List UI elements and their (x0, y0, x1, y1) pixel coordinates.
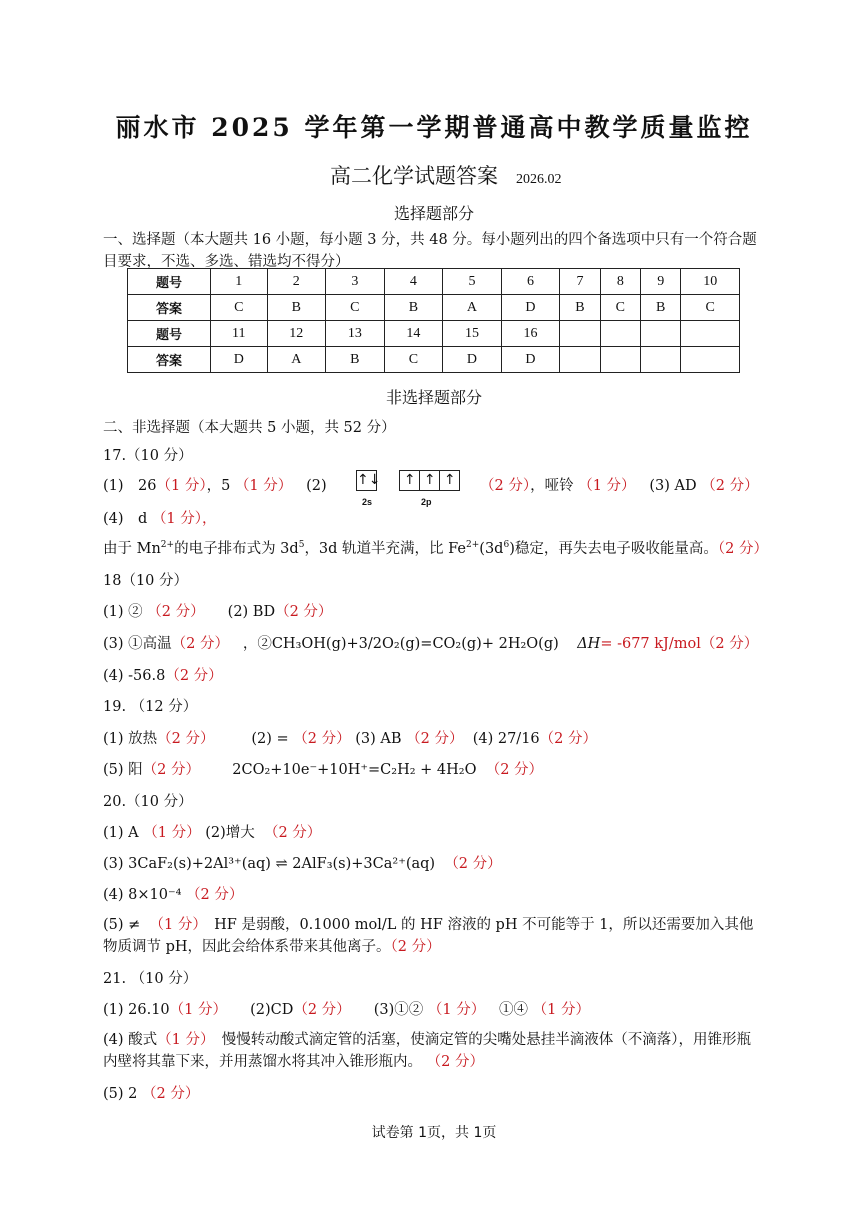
table-cell: C (681, 295, 740, 321)
text-segment: (3d (479, 541, 504, 557)
superscript: 6 (503, 540, 510, 551)
delta-h-symbol: ΔH (577, 636, 601, 652)
q19-line1 (103, 727, 597, 748)
q21-line1 (103, 998, 590, 1019)
table-cell: B (384, 295, 443, 321)
score: （1 分）， (151, 511, 217, 527)
score: （2 分） (406, 731, 464, 747)
q17-1-answer: (1) 26 (103, 478, 157, 494)
q21-3b-answer: ①④ (499, 1002, 529, 1018)
score: （1 分） (157, 1032, 208, 1048)
score: （2 分） (426, 1054, 484, 1070)
superscript: 5 (298, 540, 305, 551)
table-cell: 1 (211, 269, 268, 295)
table-row (128, 321, 740, 347)
q17-shape-answer: ，哑铃 (530, 478, 574, 494)
table-cell: D (211, 347, 268, 373)
text-segment: 由于 Mn (103, 541, 161, 557)
q20-line2 (103, 852, 502, 873)
table-cell: 10 (681, 269, 740, 295)
q18-2-answer: (2) BD (227, 604, 276, 620)
text-segment: )稳定，再失去电子吸收能量高。 (509, 541, 718, 557)
table-cell: D (443, 347, 502, 373)
score: （1 分） (156, 478, 207, 494)
score: （1 分） (149, 917, 200, 933)
q20-title: 20.（10 分） (103, 794, 193, 810)
superscript: 2+ (160, 540, 175, 551)
table-cell: 6 (501, 269, 560, 295)
enthalpy-value: = -677 kJ/mol (600, 636, 701, 652)
table-cell: B (267, 295, 326, 321)
score: （2 分） (275, 604, 333, 620)
score: （2 分） (186, 887, 244, 903)
table-cell: A (443, 295, 502, 321)
q19-5-answer: (5) 阳 (103, 762, 143, 778)
exam-date: 2026.02 (516, 172, 562, 187)
table-row (128, 347, 740, 373)
table-cell: 3 (326, 269, 385, 295)
table-cell: 7 (560, 269, 600, 295)
orbital-box-2p: ↑ (440, 470, 460, 491)
table-cell: B (560, 295, 600, 321)
table-cell: 8 (600, 269, 640, 295)
score: （1 分） (143, 825, 201, 841)
q17-title: 17.（10 分） (103, 448, 193, 464)
table-cell: 11 (211, 321, 268, 347)
table-cell: B (641, 295, 681, 321)
row-header-question: 题号 (128, 321, 211, 347)
table-cell: C (326, 295, 385, 321)
table-cell: 14 (384, 321, 443, 347)
score: （2 分） (147, 604, 205, 620)
score: （2 分） (485, 762, 544, 778)
table-cell: 15 (443, 321, 502, 347)
row-header-question: 题号 (128, 269, 211, 295)
q17-line2 (103, 507, 217, 528)
q17-line3 (103, 537, 768, 558)
table-cell: 4 (384, 269, 443, 295)
q18-3-answer: (3) ①高温 (103, 636, 172, 652)
table-cell: C (600, 295, 640, 321)
score: （2 分） (717, 541, 768, 557)
q20-4-answer: (4) 8×10⁻⁴ (103, 887, 182, 903)
table-cell: 5 (443, 269, 502, 295)
score: （2 分） (165, 668, 223, 684)
explanation: HF 是弱酸，0.1000 mol/L 的 HF 溶液的 pH 不可能等于 1，所以还需要加入其他物质调节 pH，因此会给体系带来其他离子。 (103, 917, 754, 955)
score: （2 分） (171, 636, 229, 652)
text-segment: ，3d 轨道半充满，比 Fe (304, 541, 467, 557)
orbital-box-2p: ↑ (399, 470, 420, 491)
q21-4-answer: (4) 酸式 (103, 1032, 158, 1048)
choice-section-heading: 选择题部分 (393, 204, 474, 223)
table-cell: A (267, 347, 326, 373)
score: （2 分） (700, 636, 759, 652)
table-cell (560, 321, 600, 347)
score: （2 分） (293, 731, 351, 747)
part1-instructions: 一、选择题（本大题共 16 小题，每小题 3 分，共 48 分。每小题列出的四个备选项中只有一个符合题目要求，不选、多选、错选均不得分） (103, 232, 757, 270)
q18-title: 18（10 分） (103, 573, 189, 589)
score: （2 分） (444, 856, 502, 872)
q19-3-answer: (3) AB (355, 731, 402, 747)
q20-line4 (103, 914, 765, 958)
q21-3-answer: (3)①② (373, 1002, 424, 1018)
school-title: 丽水市 2025 学年第一学期普通高中教学质量监控 (115, 113, 753, 142)
part2-instructions: 二、非选择题（本大题共 5 小题，共 52 分） (103, 420, 396, 436)
table-cell (560, 347, 600, 373)
orbital-label-2p: 2p (421, 497, 432, 507)
score: （2 分） (142, 762, 200, 778)
q18-4-answer: (4) -56.8 (103, 668, 166, 684)
q21-5-answer: (5) 2 (103, 1086, 138, 1102)
q19-line2 (103, 758, 543, 779)
q17-2-label: (2) (306, 478, 327, 494)
orbital-box-2s: ↑↓ (356, 470, 377, 491)
q21-1-answer: (1) 26.10 (103, 1002, 170, 1018)
orbital-label-2s: 2s (362, 497, 373, 507)
q19-2-answer: (2) = (251, 731, 289, 747)
q21-title: 21. （10 分） (103, 971, 198, 987)
q20-2-answer: (2)增大 (205, 825, 255, 841)
equation: 2CO₂+10e⁻+10H⁺=C₂H₂ + 4H₂O (232, 762, 477, 778)
score: （2 分） (480, 478, 531, 494)
q20-5-answer: (5) ≠ (103, 917, 141, 933)
score: （1 分） (532, 1002, 590, 1018)
table-cell: C (211, 295, 268, 321)
orbital-box-2p: ↑ (420, 470, 440, 491)
equation: ，②CH₃OH(g)+3/2O₂(g)=CO₂(g)+ 2H₂O(g) (242, 636, 559, 652)
table-row (128, 269, 740, 295)
score: （2 分） (293, 1002, 351, 1018)
table-cell: 16 (501, 321, 560, 347)
superscript: 2+ (466, 540, 480, 551)
table-row (128, 295, 740, 321)
table-cell (600, 321, 640, 347)
text-segment: 的电子排布式为 3d (174, 541, 299, 557)
table-cell: B (326, 347, 385, 373)
q17-4-answer: (4) d (103, 511, 148, 527)
subject-title-text: 高二化学试题答案 (330, 164, 498, 188)
table-cell: D (501, 347, 560, 373)
score: （1 分） (234, 478, 293, 494)
table-cell (681, 321, 740, 347)
answer-table (127, 268, 740, 373)
q17-line1-rest (480, 474, 759, 495)
table-cell: 9 (641, 269, 681, 295)
score: （2 分） (539, 731, 597, 747)
q19-1-answer: (1) 放热 (103, 731, 158, 747)
table-cell (641, 347, 681, 373)
score: （1 分） (169, 1002, 228, 1018)
q19-title: 19. （12 分） (103, 699, 198, 715)
q21-2-answer: (2)CD (250, 1002, 294, 1018)
table-cell: D (501, 295, 560, 321)
equation: (3) 3CaF₂(s)+2Al³⁺(aq) ⇌ 2AlF₃(s)+3Ca²⁺(aq) (103, 856, 436, 872)
table-cell (681, 347, 740, 373)
score: （2 分） (701, 478, 759, 494)
q19-4-answer: (4) 27/16 (472, 731, 540, 747)
explanation: 慢慢转动酸式滴定管的活塞，使滴定管的尖嘴处悬挂半滴液体（不滴落），用锥形瓶内壁将其靠下来，并用蒸馏水将其冲入锥形瓶内。 (103, 1032, 751, 1070)
orbital-diagram (356, 470, 460, 491)
table-cell (641, 321, 681, 347)
table-cell: 12 (267, 321, 326, 347)
nonchoice-section-heading: 非选择题部分 (385, 388, 482, 407)
q18-line1 (103, 600, 332, 621)
table-cell: 13 (326, 321, 385, 347)
score: （2 分） (141, 1086, 200, 1102)
row-header-answer: 答案 (128, 347, 211, 373)
score: （1 分） (427, 1002, 486, 1018)
score: （2 分） (157, 731, 215, 747)
q17-line1 (103, 474, 327, 495)
table-cell (600, 347, 640, 373)
table-cell: 2 (267, 269, 326, 295)
row-header-answer: 答案 (128, 295, 211, 321)
q21-line3 (103, 1082, 199, 1103)
subject-title (330, 160, 562, 190)
q20-line1 (103, 821, 321, 842)
table-cell: C (384, 347, 443, 373)
score: （1 分） (578, 478, 636, 494)
q21-line2 (103, 1029, 765, 1073)
q20-line3 (103, 883, 243, 904)
q20-1-answer: (1) A (103, 825, 139, 841)
score: （2 分） (263, 825, 322, 841)
q18-1-answer: (1) ② (103, 604, 143, 620)
q18-line3 (103, 664, 223, 685)
q17-3-answer: (3) AD (649, 478, 697, 494)
q17-1b-answer: ，5 (206, 478, 231, 494)
q18-line2 (103, 632, 758, 653)
page-footer: 试卷第 1页，共 1页 (371, 1125, 497, 1141)
score: （2 分） (390, 939, 441, 955)
